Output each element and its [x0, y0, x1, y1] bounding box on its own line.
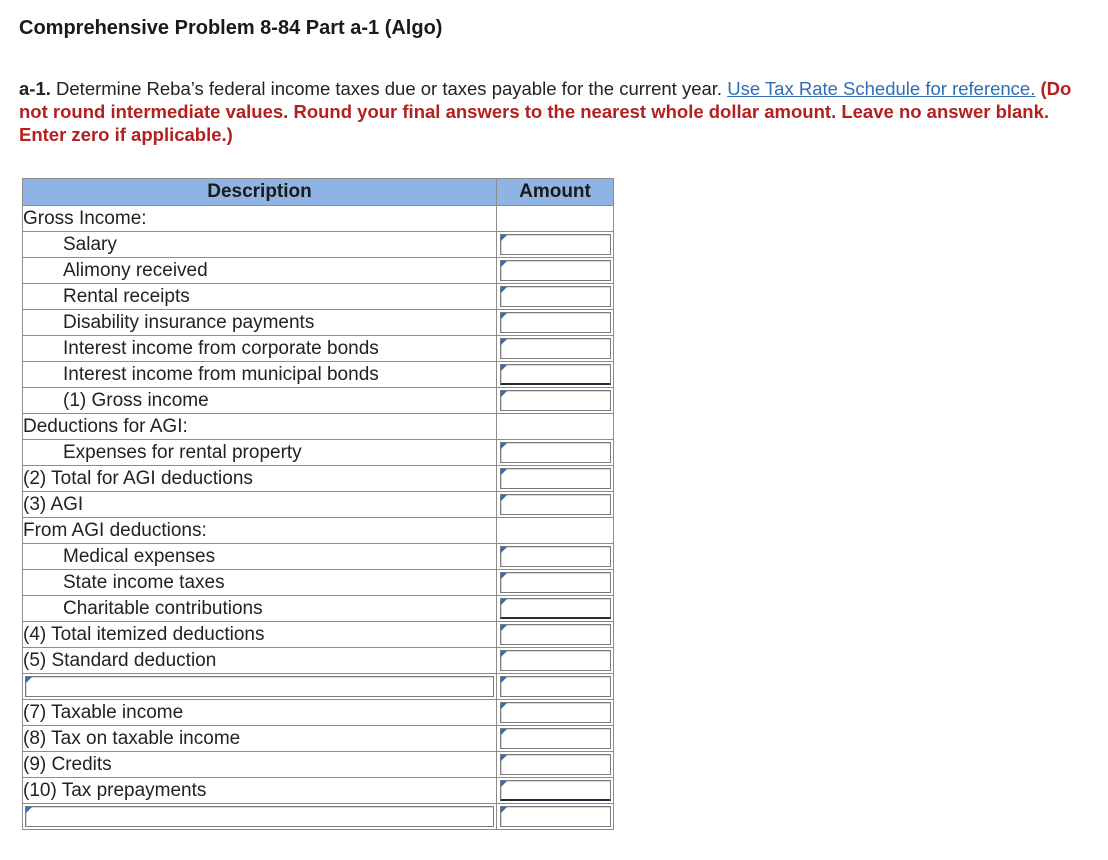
- rounding-instructions: (Do not round intermediate values. Round your final answers to the nearest whole dollar amount. Leave no answer blank. Enter zero if applicable.): [19, 78, 1072, 145]
- municipal-bond-interest-amount-input[interactable]: [500, 364, 611, 385]
- table-row: [23, 648, 614, 674]
- table-row: [23, 726, 614, 752]
- table-row: [23, 362, 614, 388]
- alimony-amount-input[interactable]: [500, 260, 611, 281]
- total-for-agi-deductions-input[interactable]: [500, 468, 611, 489]
- row-6-description-input[interactable]: [25, 676, 494, 697]
- disability-insurance-amount-input[interactable]: [500, 312, 611, 333]
- table-row: [23, 310, 614, 336]
- state-income-taxes-amount-input[interactable]: [500, 572, 611, 593]
- medical-expenses-amount-input[interactable]: [500, 546, 611, 567]
- row-6-amount-input[interactable]: [500, 676, 611, 697]
- amount-header: Amount: [497, 179, 614, 206]
- amount-cell-empty: [497, 414, 614, 440]
- part-label: a-1.: [19, 78, 51, 99]
- table-row: [23, 336, 614, 362]
- table-row: [23, 518, 614, 544]
- table-row: [23, 388, 614, 414]
- row-label-corporate-bond-interest: Interest income from corporate bonds: [23, 336, 497, 362]
- table-row: [23, 440, 614, 466]
- row-label-from-agi-deductions: From AGI deductions:: [23, 518, 497, 544]
- row-6-description-cell: [23, 674, 497, 700]
- tax-rate-schedule-link[interactable]: Use Tax Rate Schedule for reference.: [727, 78, 1036, 99]
- row-11-amount-input[interactable]: [500, 806, 611, 827]
- row-label-tax-prepayments: (10) Tax prepayments: [23, 778, 497, 804]
- table-row: [23, 284, 614, 310]
- tax-on-taxable-income-input[interactable]: [500, 728, 611, 749]
- row-label-municipal-bond-interest: Interest income from municipal bonds: [23, 362, 497, 388]
- credits-amount-input[interactable]: [500, 754, 611, 775]
- tax-computation-table: [22, 178, 614, 830]
- table-row: [23, 414, 614, 440]
- row-label-disability-insurance: Disability insurance payments: [23, 310, 497, 336]
- row-label-gross-income: Gross Income:: [23, 206, 497, 232]
- row-11-description-cell: [23, 804, 497, 830]
- charitable-contributions-amount-input[interactable]: [500, 598, 611, 619]
- standard-deduction-amount-input[interactable]: [500, 650, 611, 671]
- row-label-tax-on-taxable-income: (8) Tax on taxable income: [23, 726, 497, 752]
- row-label-gross-income-total: (1) Gross income: [23, 388, 497, 414]
- row-label-credits: (9) Credits: [23, 752, 497, 778]
- table-row: [23, 752, 614, 778]
- rental-expenses-amount-input[interactable]: [500, 442, 611, 463]
- row-label-salary: Salary: [23, 232, 497, 258]
- instruction-text: Determine Reba’s federal income taxes due or taxes payable for the current year.: [56, 78, 723, 99]
- total-itemized-deductions-input[interactable]: [500, 624, 611, 645]
- amount-cell-empty: [497, 518, 614, 544]
- table-row: [23, 622, 614, 648]
- agi-amount-input[interactable]: [500, 494, 611, 515]
- row-label-medical-expenses: Medical expenses: [23, 544, 497, 570]
- row-label-charitable-contributions: Charitable contributions: [23, 596, 497, 622]
- row-label-taxable-income: (7) Taxable income: [23, 700, 497, 726]
- header-row: [23, 179, 614, 206]
- table-row: [23, 232, 614, 258]
- table-row: [23, 258, 614, 284]
- rental-receipts-amount-input[interactable]: [500, 286, 611, 307]
- row-label-alimony: Alimony received: [23, 258, 497, 284]
- table-row: [23, 778, 614, 804]
- table-row: [23, 492, 614, 518]
- row-label-state-income-taxes: State income taxes: [23, 570, 497, 596]
- corporate-bond-interest-amount-input[interactable]: [500, 338, 611, 359]
- table-row: [23, 700, 614, 726]
- table-row: [23, 596, 614, 622]
- page-title: Comprehensive Problem 8-84 Part a-1 (Algo): [19, 17, 443, 39]
- row-label-total-for-agi-deductions: (2) Total for AGI deductions: [23, 466, 497, 492]
- row-label-deductions-for-agi: Deductions for AGI:: [23, 414, 497, 440]
- row-label-standard-deduction: (5) Standard deduction: [23, 648, 497, 674]
- gross-income-amount-input[interactable]: [500, 390, 611, 411]
- description-header: Description: [23, 179, 497, 206]
- table-row: [23, 544, 614, 570]
- row-label-rental-receipts: Rental receipts: [23, 284, 497, 310]
- table-row: [23, 804, 614, 830]
- table-row: [23, 570, 614, 596]
- table-row: [23, 466, 614, 492]
- row-label-total-itemized-deductions: (4) Total itemized deductions: [23, 622, 497, 648]
- amount-cell-empty: [497, 206, 614, 232]
- row-label-agi: (3) AGI: [23, 492, 497, 518]
- tax-prepayments-amount-input[interactable]: [500, 780, 611, 801]
- table-row: [23, 206, 614, 232]
- row-label-rental-expenses: Expenses for rental property: [23, 440, 497, 466]
- salary-amount-input[interactable]: [500, 234, 611, 255]
- instructions: [19, 77, 1099, 146]
- table-row: [23, 674, 614, 700]
- row-11-description-input[interactable]: [25, 806, 494, 827]
- taxable-income-amount-input[interactable]: [500, 702, 611, 723]
